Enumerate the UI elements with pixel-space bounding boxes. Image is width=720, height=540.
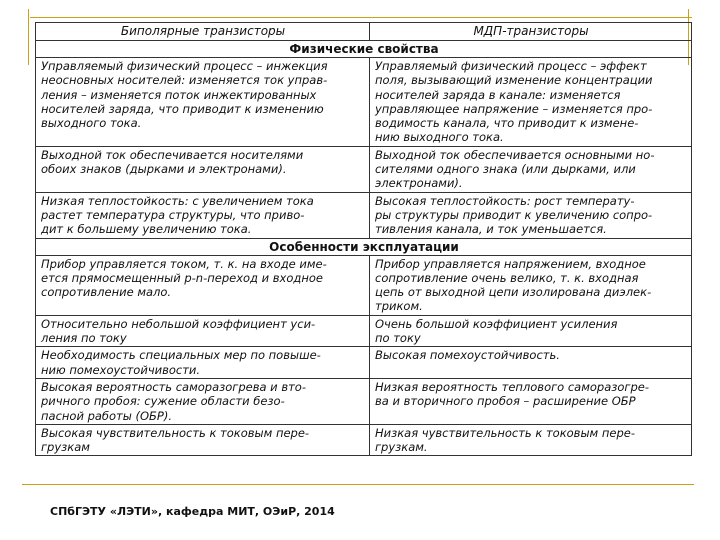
table-row	[36, 192, 692, 238]
cell-text-line: Низкая теплостойкость: с увеличением тока	[41, 193, 314, 208]
cell-text-line: Высокая теплостойкость: рост температу-	[375, 193, 635, 208]
cell-text-line: тивления канала, и ток уменьшается.	[375, 222, 607, 237]
cell-text-line: сопротивление мало.	[41, 285, 172, 300]
cell-text-line: пасной работы (ОБР).	[41, 408, 172, 423]
cell-text-line: грузкам.	[375, 440, 428, 455]
table-body	[36, 41, 692, 456]
cell-text-line: носителей заряда, что приводит к изменению	[41, 101, 324, 116]
section-title: Особенности эксплуатации	[36, 238, 692, 255]
cell-text-line: Относительно небольшой коэффициент уси-	[41, 316, 316, 331]
table-row	[36, 58, 692, 147]
cell-text-line: управляющее напряжение – изменяется про-	[375, 101, 653, 116]
cell-mos	[370, 378, 692, 424]
cell-text-line: Низкая чувствительность к токовым пере-	[375, 425, 635, 440]
cell-text-line: Необходимость специальных мер по повыше-	[41, 348, 321, 363]
header-mos: МДП-транзисторы	[370, 23, 692, 41]
table-row	[36, 146, 692, 192]
cell-mos	[370, 255, 692, 315]
cell-text-line: цепь от выходной цепи изолирована диэлек-	[375, 285, 652, 300]
cell-text-line: ления – изменяется поток инжектированных	[41, 87, 317, 102]
decor-rule-bottom	[22, 484, 694, 485]
cell-text-line: ры структуры приводит к увеличению сопро-	[375, 207, 653, 222]
cell-mos	[370, 58, 692, 147]
table-row	[36, 378, 692, 424]
comparison-table	[35, 22, 692, 456]
cell-bipolar	[36, 315, 370, 347]
cell-text-line: Высокая вероятность саморазогрева и вто-	[41, 379, 306, 394]
decor-rule-top	[30, 17, 692, 18]
cell-text-line: выходного тока.	[41, 116, 142, 131]
cell-text-line: носителей заряда в канале: изменяется	[375, 87, 621, 102]
cell-text-line: нию помехоустойчивости.	[41, 362, 201, 377]
cell-text-line: Выходной ток обеспечивается основными но-	[375, 147, 655, 162]
cell-text-line: сопротивление очень велико, т. к. входная	[375, 270, 639, 285]
table-row	[36, 347, 692, 379]
cell-text-line: сителями одного знака (или дырками, или	[375, 162, 636, 177]
cell-bipolar	[36, 255, 370, 315]
table-header-row	[36, 23, 692, 41]
cell-bipolar	[36, 424, 370, 456]
cell-text-line: нию выходного тока.	[375, 130, 504, 145]
cell-bipolar	[36, 347, 370, 379]
cell-bipolar	[36, 192, 370, 238]
cell-mos	[370, 424, 692, 456]
cell-mos	[370, 347, 692, 379]
footer-credit: СПбГЭТУ «ЛЭТИ», кафедра МИТ, ОЭиР, 2014	[50, 505, 335, 518]
cell-text-line: Управляемый физический процесс – эффект	[375, 59, 647, 73]
cell-text-line: поля, вызывающий изменение концентрации	[375, 73, 653, 88]
cell-text-line: Прибор управляется током, т. к. на входе име-	[41, 256, 327, 271]
cell-text-line: по току	[375, 331, 421, 346]
decor-rule-left	[28, 9, 29, 65]
cell-text-line: водимость канала, что приводит к измене-	[375, 116, 639, 131]
cell-bipolar	[36, 378, 370, 424]
cell-text-line: грузкам	[41, 440, 90, 455]
cell-bipolar	[36, 58, 370, 147]
section-header-row	[36, 238, 692, 255]
cell-text-line: ется прямосмещенный p-n-переход и входное	[41, 270, 323, 285]
cell-text-line: Управляемый физический процесс – инжекция	[41, 59, 328, 73]
cell-text-line: Прибор управляется напряжением, входное	[375, 256, 646, 271]
cell-text-line: обоих знаков (дырками и электронами).	[41, 162, 287, 177]
table-row	[36, 315, 692, 347]
cell-text-line: растет температура структуры, что приво-	[41, 207, 305, 222]
cell-text-line: ления по току	[41, 331, 127, 346]
section-title: Физические свойства	[36, 41, 692, 58]
cell-text-line: ричного пробоя: сужение области безо-	[41, 394, 285, 409]
cell-text-line: неосновных носителей: изменяется ток управ-	[41, 73, 328, 88]
cell-text-line: триком.	[375, 299, 423, 314]
cell-text-line: дит к большему увеличению тока.	[41, 222, 252, 237]
table-row	[36, 255, 692, 315]
cell-text-line: Высокая помехоустойчивость.	[375, 348, 560, 363]
cell-text-line: Выходной ток обеспечивается носителями	[41, 147, 304, 162]
cell-text-line: Высокая чувствительность к токовым пере-	[41, 425, 310, 440]
section-header-row	[36, 41, 692, 58]
header-bipolar: Биполярные транзисторы	[36, 23, 370, 41]
cell-text-line: ва и вторичного пробоя – расширение ОБР	[375, 394, 636, 409]
table-row	[36, 424, 692, 456]
cell-mos	[370, 192, 692, 238]
cell-mos	[370, 146, 692, 192]
cell-text-line: Низкая вероятность теплового саморазогре-	[375, 379, 649, 394]
cell-mos	[370, 315, 692, 347]
cell-text-line: Очень большой коэффициент усиления	[375, 316, 618, 331]
cell-bipolar	[36, 146, 370, 192]
cell-text-line: электронами).	[375, 176, 463, 191]
